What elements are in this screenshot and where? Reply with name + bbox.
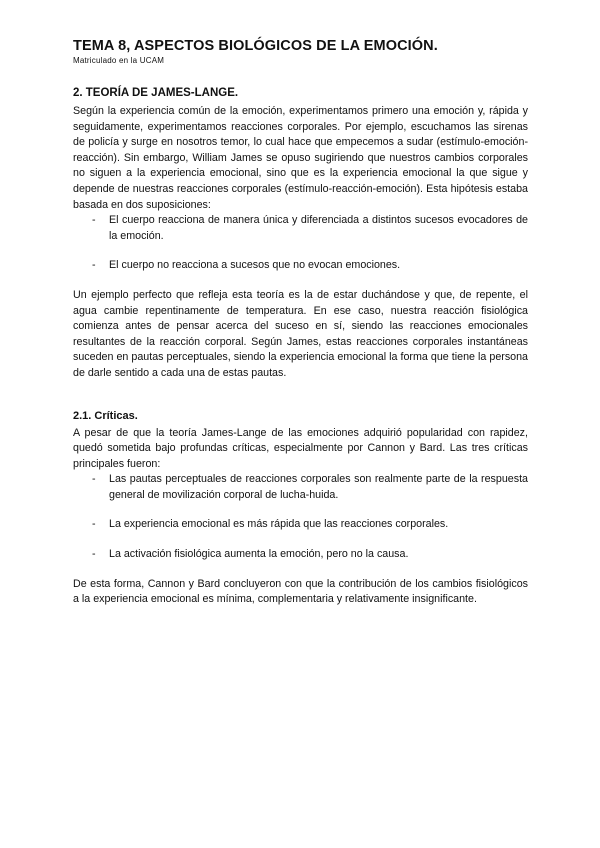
section-2-1-conclusion: De esta forma, Cannon y Bard concluyeron con que la contribución de los cambios fisiológicos a la experiencia emocional es mínima, complementaria y relativamente insignificante. <box>73 577 528 606</box>
document-subtitle: Matriculado en la UCAM <box>73 56 165 65</box>
list-item: - Las pautas perceptuales de reacciones corporales son realmente parte de la respuesta general de movilización corporal de lucha-huida. <box>73 472 528 503</box>
list-item: - La experiencia emocional es más rápida que las reacciones corporales. <box>73 517 528 533</box>
section-2-1-list <box>73 472 528 562</box>
list-item: - El cuerpo reacciona de manera única y diferenciada a distintos sucesos evocadores de la emoción. <box>73 213 528 244</box>
section-2-list <box>73 213 528 274</box>
section-2-heading: 2. TEORÍA DE JAMES-LANGE. <box>73 87 239 99</box>
document-body <box>73 86 528 608</box>
document-title: TEMA 8, ASPECTOS BIOLÓGICOS DE LA EMOCIÓN. <box>73 38 438 54</box>
section-2-1 <box>73 409 528 608</box>
list-item: - La activación fisiológica aumenta la emoción, pero no la causa. <box>73 547 528 563</box>
list-item: - El cuerpo no reacciona a sucesos que no evocan emociones. <box>73 258 528 274</box>
section-2-example: Un ejemplo perfecto que refleja esta teoría es la de estar duchándose y que, de repente, el agua cambie repentinamente de temperatura. En ese caso, nuestra reacción fisiológica comienza antes de pensar acerca del suceso en sí, siendo las reacciones emocionales resultantes de la reacción corporal. Según James, estas reacciones corporales instantáneas suceden en pautas perceptuales, siendo la experiencia emocional la forma que tiene la persona de darle sentido a cada una de estas pautas. <box>73 288 528 379</box>
section-2-intro: Según la experiencia común de la emoción, experimentamos primero una emoción y, rápida y seguidamente, experimentamos reacciones corporales. Por ejemplo, escuchamos las sirenas de policía y surge en nosotros temor, lo cual hace que empecemos a sudar (estímulo-emoción-reacción). Sin embargo, William James se opuso sugiriendo que nuestros cambios corporales no siguen a la experiencia emocional, sino que es la experiencia emocional la que sigue y depende de nuestras reacciones corporales (estímulo-reacción-emoción). Esta hipótesis estaba basada en dos suposiciones: <box>73 105 528 211</box>
section-2-1-intro: A pesar de que la teoría James-Lange de las emociones adquirió popularidad con rapidez, quedó sometida bajo profundas críticas, especialmente por Cannon y Bard. Las tres críticas principales fueron: <box>73 426 528 470</box>
section-2-1-heading: 2.1. Críticas. <box>73 409 138 422</box>
